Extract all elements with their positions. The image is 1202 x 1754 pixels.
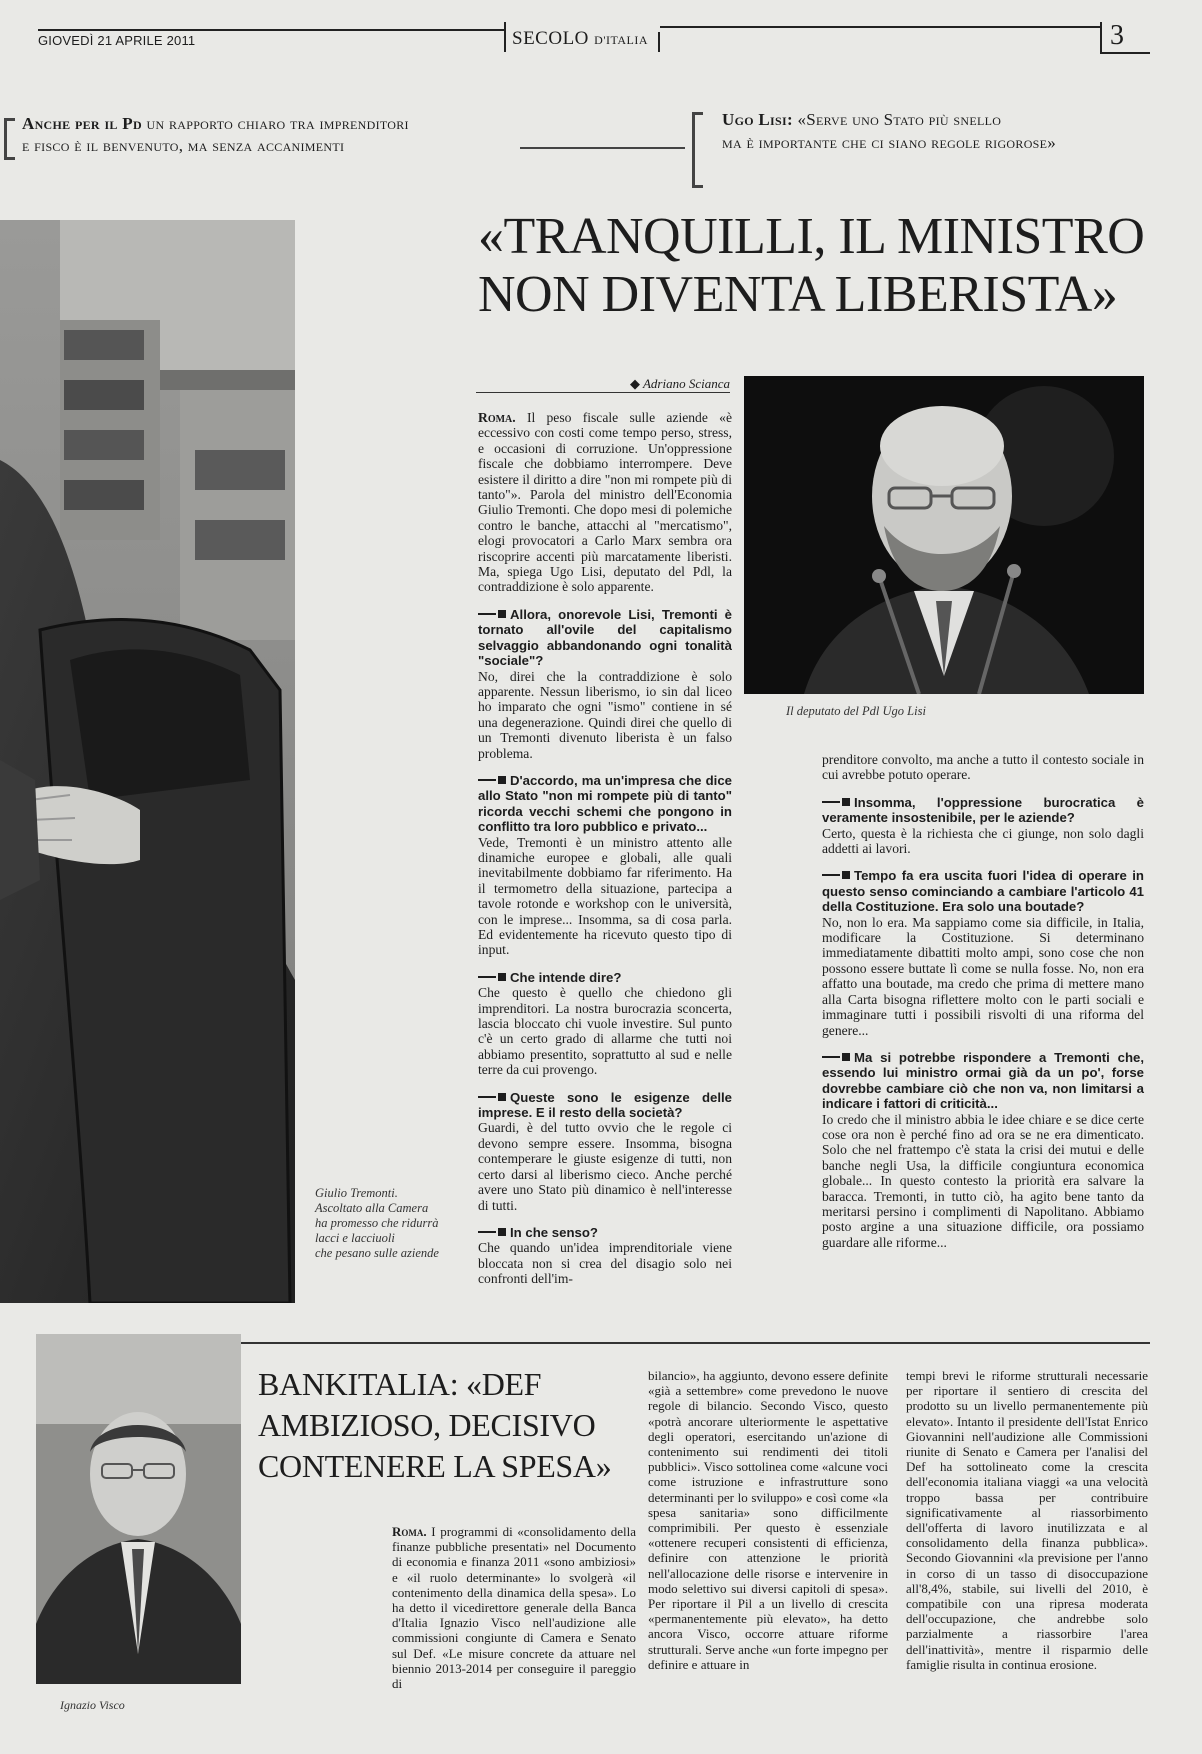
question-square-icon <box>498 973 506 981</box>
second-headline-line1: BANKITALIA: «DEF <box>258 1366 542 1402</box>
kicker-left-bracket <box>4 118 15 160</box>
caption-line-1: Giulio Tremonti. <box>315 1186 398 1200</box>
tremonti-photo <box>0 220 295 1303</box>
question-dash <box>822 1056 840 1058</box>
question-6 <box>822 795 1144 826</box>
kicker-center-rule <box>520 147 685 149</box>
kicker-right-line2: ma è importante che ci siano regole rigorose» <box>722 133 1057 152</box>
question-dash <box>478 1096 496 1098</box>
question-3-text: Che intende dire? <box>510 969 622 985</box>
answer-1: No, direi che la contraddizione è solo apparente. Nessun liberismo, io sin dal liceo ho imparato che ogni "ismo" contiene in sé una degenerazione. Quindi direi che quello di un Tremonti divenuto liberista è un falso problema. <box>478 668 732 761</box>
question-1 <box>478 607 732 669</box>
kicker-right-bracket <box>692 112 703 188</box>
caption-line-4: lacci e lacciuoli <box>315 1231 395 1245</box>
question-8 <box>822 1050 1144 1112</box>
answer-4: Guardi, è del tutto ovvio che le regole ci devono sempre essere. Insomma, bisogna contemperare le giuste esigenze di tutti, non certo darsi al liberismo cieco. Anche perché avere uno Stato più dinamico è nell'interesse di tutti. <box>478 1120 732 1213</box>
question-dash <box>478 779 496 781</box>
main-headline-line1: «TRANQUILLI, IL MINISTRO <box>478 208 1145 265</box>
second-article-col2-text: bilancio», ha aggiunto, devono essere definite «già a settembre» come prevedono le nuove regole di bilancio. Secondo Visco, questo «potrà ancorare ulteriormente le aspettative degli operatori, esercitando un'azione di contenimento sui rendimenti dei titoli pubblici». Visco sottolinea come «alcune voci come istruzione e infrastrutture sono determinanti per lo sviluppo» e così come «la spesa sanitaria» sono difficilmente comprimibili. Per questo è essenziale «ottenere recuperi consistenti di efficienza, definire con attenzione le priorità nell'allocazione delle risorse e intervenire in modo selettivo sui diversi capitoli di spesa». Per riportare il Pil a un livello di crescita «permanentemente più elevato», ha detto ancora Visco, occorre attuare riforme strutturali. Serve anche «un forte impegno per definire e attuare in <box>648 1368 888 1672</box>
question-4 <box>478 1090 732 1121</box>
answer-5-continued: prenditore convolto, ma anche a tutto il contesto sociale in cui avrebbe potuto operare. <box>822 752 1144 783</box>
question-square-icon <box>498 1093 506 1101</box>
main-article-col1 <box>478 410 732 1287</box>
lisi-photo-illustration <box>744 376 1144 694</box>
question-3 <box>478 970 732 985</box>
header-rule-right <box>660 26 1100 28</box>
question-1-text: Allora, onorevole Lisi, Tremonti è tornato all'ovile del capitalismo selvaggio abbandonando ogni tonalità "sociale"? <box>478 606 732 669</box>
byline-diamond-icon: ◆ <box>629 376 643 391</box>
header-paper-title: SECOLO <box>512 28 589 49</box>
header-paper-suffix: D'ITALIA <box>594 33 649 47</box>
question-2 <box>478 773 732 835</box>
question-square-icon <box>842 1053 850 1061</box>
kicker-right-line1 <box>722 110 1001 130</box>
lisi-photo <box>744 376 1144 694</box>
second-article-lead: Roma. <box>392 1524 427 1539</box>
question-8-text: Ma si potrebbe rispondere a Tremonti che, essendo lui ministro ormai già da un po', forse dovrebbe cambiare ciò che non va, non limitarsi a indicare i fattori di criticità... <box>822 1049 1144 1112</box>
main-intro-text: Il peso fiscale sulle aziende «è eccessivo con costi come tempo perso, stress, e occasioni di corruzione. Un'oppressione fiscale che dobbiamo interrompere. Deve esistere il diritto a dire "non mi rompete più di tanto"». Parola del ministro dell'Economia Giulio Tremonti. Che dopo mesi di polemiche contro le banche, attacchi al "mercatismo", elogi provocatori a Carlo Marx sembra ora riscoprire accenti più marcatamente liberisti. Ma, spiega Ugo Lisi, deputato del Pdl, la contraddizione è solo apparente. <box>478 410 732 595</box>
header-divider-1 <box>504 22 506 52</box>
question-5 <box>478 1225 732 1240</box>
second-article-col1 <box>392 1524 636 1691</box>
header-date: GIOVEDÌ 21 APRILE 2011 <box>38 33 196 48</box>
header-rule-left <box>38 29 504 31</box>
byline-author: Adriano Scianca <box>642 376 730 391</box>
second-article-col3 <box>906 1368 1148 1672</box>
second-article-col3-text: tempi brevi le riforme strutturali necessarie per riportare il sentiero di crescita del prodotto su un livello permanentemente più elevato». Intanto il presidente dell'Istat Enrico Giovannini nell'audizione alle Commissioni riunite di Senato e Camera per l'analisi del Def ha sottolineato come la crescita dell'economia italiana viaggi «a una velocità troppo bassa per contribuire significativamente al riassorbimento dell'offerta di lavoro inutilizzata e al consolidamento della finanza pubblica». Secondo Giovannini «la previsione per l'anno in corso di un tasso di disoccupazione all'8,4%, stabile, sui livelli del 2010, è compatibile con una ripresa moderata dell'occupazione, che andrebbe solo parzialmente a riassorbire l'area dell'inattività», mentre il risparmio delle famiglie risulta in continua erosione. <box>906 1368 1148 1672</box>
tremonti-photo-illustration <box>0 220 295 1303</box>
answer-7: No, non lo era. Ma sappiamo come sia difficile, in Italia, modificare la Costituzione. Si determinano immediatamente dibattiti molto ampi, sono cose che non possono essere buttate lì come se nulla fosse. No, non era affatto una boutade, ma credo che prima di mettere mano alla Carta bisogna riflettere molto con le parti sociali e immaginare tutti i possibili risvolti di una riforma del genere... <box>822 914 1144 1038</box>
question-7 <box>822 868 1144 914</box>
question-square-icon <box>498 1228 506 1236</box>
main-intro-lead: Roma. <box>478 410 516 425</box>
visco-photo <box>36 1334 241 1684</box>
caption-line-2: Ascoltato alla Camera <box>315 1201 429 1215</box>
header-paper-name <box>512 28 648 50</box>
main-headline-line2: NON DIVENTA LIBERISTA» <box>478 266 1118 323</box>
second-article-col1-text <box>392 1524 636 1691</box>
page-header <box>0 0 1202 60</box>
visco-photo-illustration <box>36 1334 241 1684</box>
kicker-left-line2: e fisco è il benvenuto, ma senza accanimenti <box>22 136 345 155</box>
second-article-col1-body: I programmi di «consolidamento della finanze pubbliche presentati» nel Documento di economia e finanza 2011 «sono ambiziosi» e «il ruolo determinante» lo svolgerà «il contenimento della dinamica della spesa». Lo ha detto il vicedirettore generale della Banca d'Italia Ignazio Visco nell'audizione alle commissioni congiunte di Camera e Senato sul Def. «Le misure concrete da attuare nel biennio 2013-2014 per conseguire il pareggio di <box>392 1524 637 1692</box>
question-square-icon <box>498 776 506 784</box>
question-square-icon <box>842 798 850 806</box>
question-dash <box>478 613 496 615</box>
answer-3: Che questo è quello che chiedono gli imprenditori. La nostra burocrazia sconcerta, lascia bloccato chi vuole investire. Sul punto c'è un certo grado di allarme che tutti noi abbiamo presentito, soprattutto al sud e nelle terre da cui provengo. <box>478 985 732 1078</box>
question-dash <box>478 976 496 978</box>
lisi-photo-caption: Il deputato del Pdl Ugo Lisi <box>786 704 926 718</box>
answer-8: Io credo che il ministro abbia le idee chiare e se dice certe cose ora non è perché fino ad ora se ne era dimenticato. Solo che nel frattempo c'è stata la crisi dei mutui e delle banche negli Usa, la difficile congiuntura economica globale... In questo contesto la priorità era salvare la baracca. Tremonti, in tutto ciò, ha agito bene tanto da meritarsi persino i complimenti di Napolitano. Abbiamo posto argine a una situazione difficile, ora possiamo guardare alle riforme... <box>822 1111 1144 1250</box>
kicker-right-label: Ugo Lisi: <box>722 110 793 129</box>
question-dash <box>822 874 840 876</box>
question-2-text: D'accordo, ma un'impresa che dice allo Stato "non mi rompete più di tanto" ricorda vecchi schemi che pongono in conflitto tra loro pubblico e privato... <box>478 772 732 835</box>
page-number-underline <box>1100 52 1150 54</box>
answer-5: Che quando un'idea imprenditoriale viene bloccata non si crea del disagio solo nei confronti dell'im- <box>478 1240 732 1287</box>
question-7-text: Tempo fa era uscita fuori l'idea di operare in questo senso cominciando a cambiare l'articolo 41 della Costituzione. Era solo una boutade? <box>822 868 1144 915</box>
kicker-left-label: Anche per il Pd <box>22 114 142 133</box>
question-6-text: Insomma, l'oppressione burocratica è veramente insostenibile, per le aziende? <box>822 794 1144 826</box>
caption-line-5: che pesano sulle aziende <box>315 1246 439 1260</box>
question-dash <box>478 1231 496 1233</box>
question-dash <box>822 801 840 803</box>
kicker-left-line1 <box>22 114 409 134</box>
header-divider-3 <box>1100 22 1102 52</box>
answer-2: Vede, Tremonti è un ministro attento alle dinamiche europee e globali, alle quali inevitabilmente dobbiamo far riferimento. Ha il termometro della situazione, partecipa a tavole rotonde e workshop con le università, con le imprese... Insomma, sa di cosa parla. Ed evidentemente ha ricevuto questo tipo di input. <box>478 834 732 958</box>
question-square-icon <box>498 610 506 618</box>
byline <box>476 376 730 393</box>
main-headline <box>478 208 1178 324</box>
kicker-right-text1: «Serve uno Stato più snello <box>797 110 1002 129</box>
visco-photo-caption: Ignazio Visco <box>60 1698 125 1712</box>
second-article-col2 <box>648 1368 888 1672</box>
kicker-left-text1: un rapporto chiaro tra imprenditori <box>146 114 409 133</box>
answer-6: Certo, questa è la richiesta che ci giunge, non solo dagli addetti ai lavori. <box>822 825 1144 857</box>
question-square-icon <box>842 871 850 879</box>
header-divider-2 <box>658 32 660 52</box>
page-number: 3 <box>1110 20 1124 51</box>
second-headline-line2: AMBIZIOSO, DECISIVO <box>258 1407 596 1443</box>
question-5-text: In che senso? <box>510 1224 598 1240</box>
question-4-text: Queste sono le esigenze delle imprese. E il resto della società? <box>478 1089 732 1121</box>
main-intro <box>478 410 732 595</box>
caption-line-3: ha promesso che ridurrà <box>315 1216 439 1230</box>
second-headline <box>258 1364 638 1487</box>
tremonti-photo-caption <box>315 1186 465 1261</box>
main-article-col2 <box>822 752 1144 1250</box>
second-headline-line3: CONTENERE LA SPESA» <box>258 1448 612 1484</box>
